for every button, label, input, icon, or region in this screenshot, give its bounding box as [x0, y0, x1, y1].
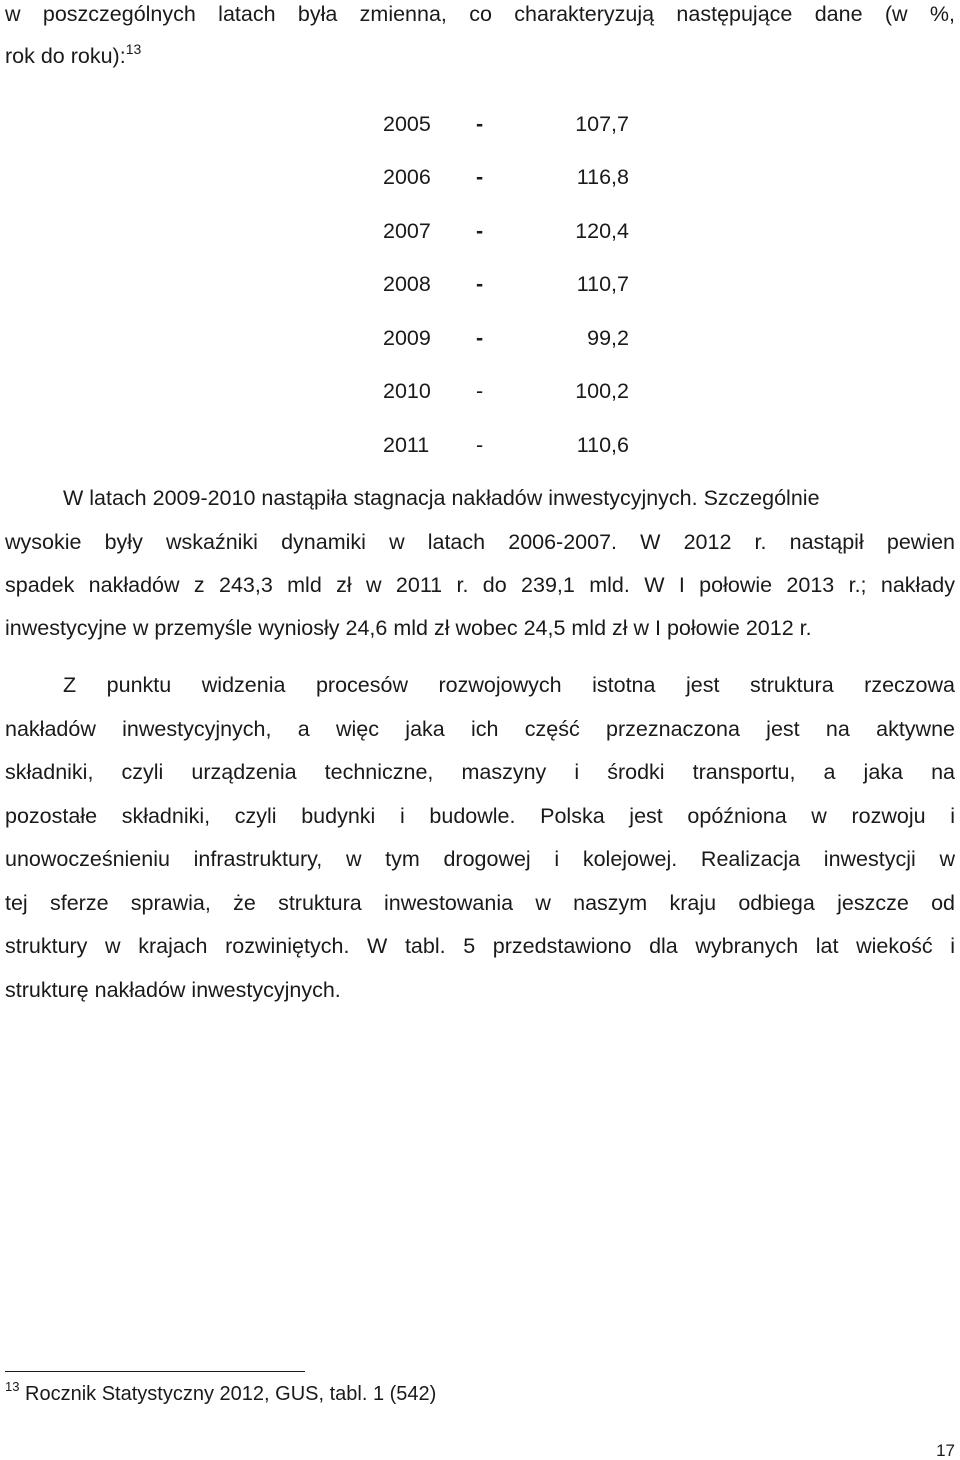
intro-line-2 [5, 41, 142, 68]
data-year: 2005 [383, 112, 431, 136]
paragraph-line: pozostałe składniki, czyli budynki i budowle. Polska jest opóźniona w rozwoju i [5, 804, 955, 828]
data-year: 2009 [383, 326, 431, 350]
data-row [0, 381, 960, 407]
footnote-separator [5, 1371, 305, 1372]
data-dash: - [476, 112, 484, 136]
data-row [0, 274, 960, 300]
data-value: 110,7 [576, 272, 629, 296]
data-dash: - [476, 433, 484, 457]
paragraph-line: spadek nakładów z 243,3 mld zł w 2011 r. do 239,1 mld. W I połowie 2013 r.; nakłady [5, 573, 955, 597]
page-number: 17 [936, 1441, 955, 1460]
data-row [0, 167, 960, 193]
intro-line-2-text: rok do roku): [5, 44, 126, 68]
data-year: 2007 [383, 219, 431, 243]
paragraph-line: struktury w krajach rozwiniętych. W tabl. 5 przedstawiono dla wybranych lat wiekość i [5, 934, 955, 958]
paragraph-line: W latach 2009-2010 nastąpiła stagnacja nakładów inwestycyjnych. Szczególnie [63, 486, 820, 510]
paragraph-line: unowocześnieniu infrastruktury, w tym drogowej i kolejowej. Realizacja inwestycji w [5, 847, 955, 871]
data-value: 100,2 [575, 379, 629, 403]
data-dash: - [476, 379, 484, 403]
paragraph-line: wysokie były wskaźniki dynamiki w latach 2006-2007. W 2012 r. nastąpił pewien [5, 530, 955, 554]
data-row [0, 328, 960, 354]
data-row [0, 114, 960, 140]
footnote-text: Rocznik Statystyczny 2012, GUS, tabl. 1 (542) [25, 1383, 437, 1405]
data-dash: - [476, 326, 484, 350]
data-dash: - [476, 165, 484, 189]
footnote-reference: 13 [125, 41, 142, 57]
data-value: 110,6 [576, 433, 629, 457]
data-value: 120,4 [575, 219, 629, 243]
data-value: 107,7 [575, 112, 629, 136]
data-value: 99,2 [587, 326, 629, 350]
data-row [0, 435, 960, 461]
data-dash: - [476, 219, 484, 243]
intro-line-1: w poszczególnych latach była zmienna, co charakteryzują następujące dane (w %, [5, 2, 955, 26]
data-value: 116,8 [576, 165, 629, 189]
paragraph-line: nakładów inwestycyjnych, a więc jaka ich część przeznaczona jest na aktywne [5, 717, 955, 741]
footnote-number: 13 [5, 1379, 20, 1394]
data-dash: - [476, 272, 484, 296]
data-year: 2010 [383, 379, 431, 403]
footnote [5, 1379, 437, 1405]
paragraph-line: inwestycyjne w przemyśle wyniosły 24,6 mld zł wobec 24,5 mld zł w I połowie 2012 r. [5, 616, 812, 640]
paragraph-line: strukturę nakładów inwestycyjnych. [5, 978, 341, 1002]
data-year: 2011 [383, 433, 430, 457]
paragraph-line: tej sferze sprawia, że struktura inwestowania w naszym kraju odbiega jeszcze od [5, 891, 955, 915]
paragraph-line: składniki, czyli urządzenia techniczne, maszyny i środki transportu, a jaka na [5, 760, 955, 784]
data-year: 2006 [383, 165, 431, 189]
paragraph-line: Z punktu widzenia procesów rozwojowych istotna jest struktura rzeczowa [63, 673, 955, 697]
data-year: 2008 [383, 272, 431, 296]
data-row [0, 221, 960, 247]
